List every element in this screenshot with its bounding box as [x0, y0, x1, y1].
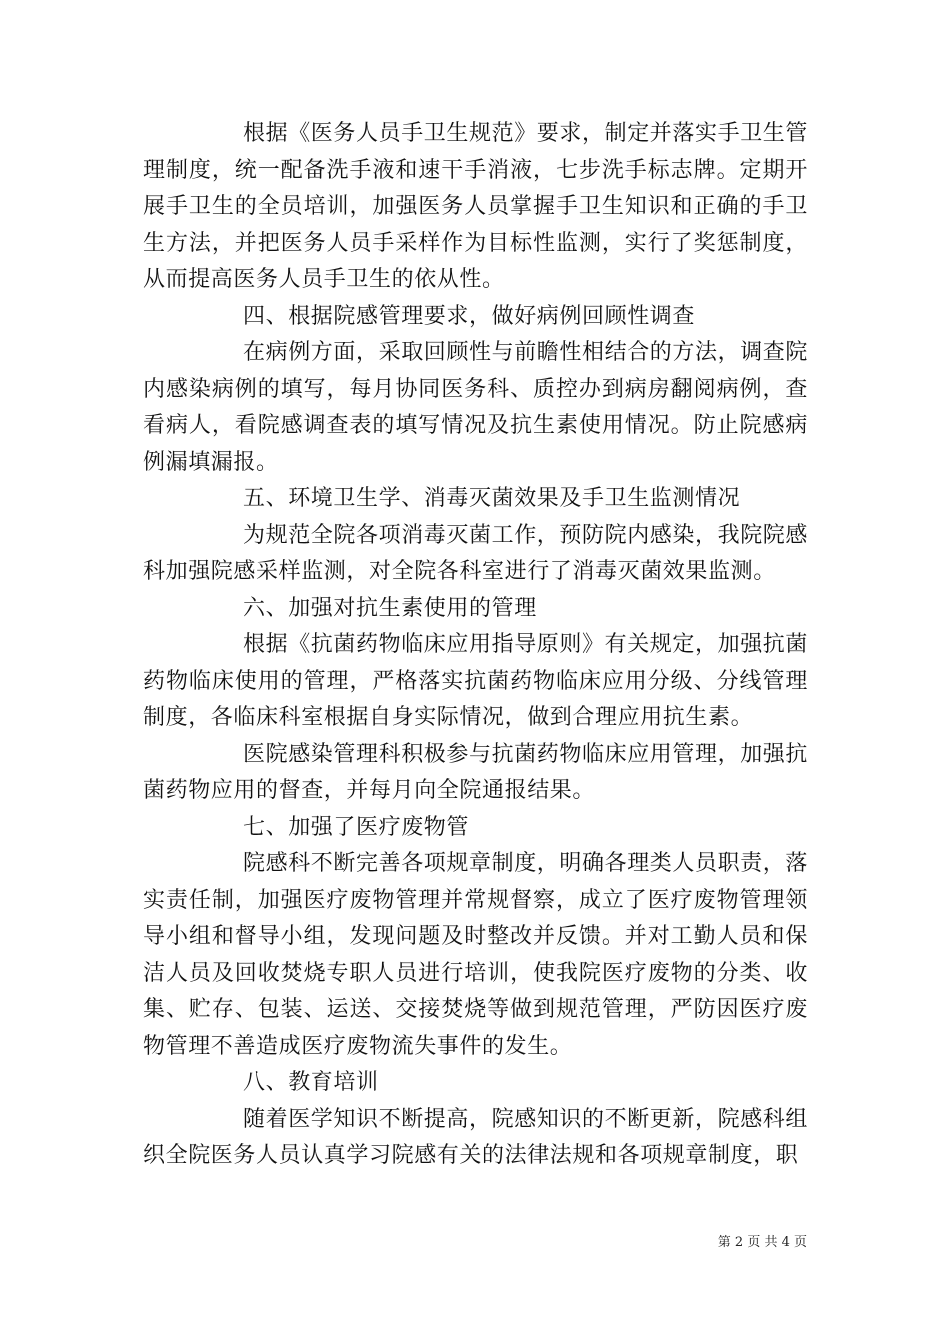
section-heading-8: 八、教育培训 [243, 1070, 379, 1095]
paragraph-antibiotic-supervision: 医院感染管理科积极参与抗菌药物临床应用管理，加强抗菌药物应用的督查，并每月向全院通报结果。 [143, 741, 809, 803]
section-heading-7: 七、加强了医疗废物管 [243, 814, 470, 840]
document-body [143, 116, 808, 1175]
section-heading-5: 五、环境卫生学、消毒灭菌效果及手卫生监测情况 [243, 486, 741, 511]
paragraph-education-training: 随着医学知识不断提高，院感知识的不断更新，院感科组织全院医务人员认真学习院感有关的法律法规和各项规章制度，职 [143, 1106, 809, 1168]
paragraph-case-review: 在病例方面，采取回顾性与前瞻性相结合的方法，调查院内感染病例的填写，每月协同医务科、质控办到病房翻阅病例，查看病人，看院感调查表的填写情况及抗生素使用情况。防止院感病例漏填漏报。 [143, 340, 809, 475]
section-heading-6: 六、加强对抗生素使用的管理 [243, 595, 537, 621]
paragraph-hand-hygiene: 根据《医务人员手卫生规范》要求，制定并落实手卫生管理制度，统一配备洗手液和速干手消液，七步洗手标志牌。定期开展手卫生的全员培训，加强医务人员掌握手卫生知识和正确的手卫生方法，并把医务人员手采样作为目标性监测，实行了奖惩制度，从而提高医务人员手卫生的依从性。 [143, 121, 809, 292]
page-number-footer: 第 2 页 共 4 页 [717, 1235, 807, 1250]
paragraph-medical-waste: 院感科不断完善各项规章制度，明确各理类人员职责，落实责任制，加强医疗废物管理并常规督察，成立了医疗废物管理领导小组和督导小组，发现问题及时整改并反馈。并对工勤人员和保洁人员及回收焚烧专职人员进行培训，使我院医疗废物的分类、收集、贮存、包装、运送、交接焚烧等做到规范管理，严防因医疗废物管理不善造成医疗废物流失事件的发生。 [143, 851, 809, 1059]
paragraph-disinfection-monitoring: 为规范全院各项消毒灭菌工作，预防院内感染，我院院感科加强院感采样监测，对全院各科室进行了消毒灭菌效果监测。 [143, 522, 809, 584]
paragraph-antibiotic-rules: 根据《抗菌药物临床应用指导原则》有关规定，加强抗菌药物临床使用的管理，严格落实抗菌药物临床应用分级、分线管理制度，各临床科室根据自身实际情况，做到合理应用抗生素。 [143, 632, 809, 730]
section-heading-4: 四、根据院感管理要求，做好病例回顾性调查 [243, 303, 696, 329]
